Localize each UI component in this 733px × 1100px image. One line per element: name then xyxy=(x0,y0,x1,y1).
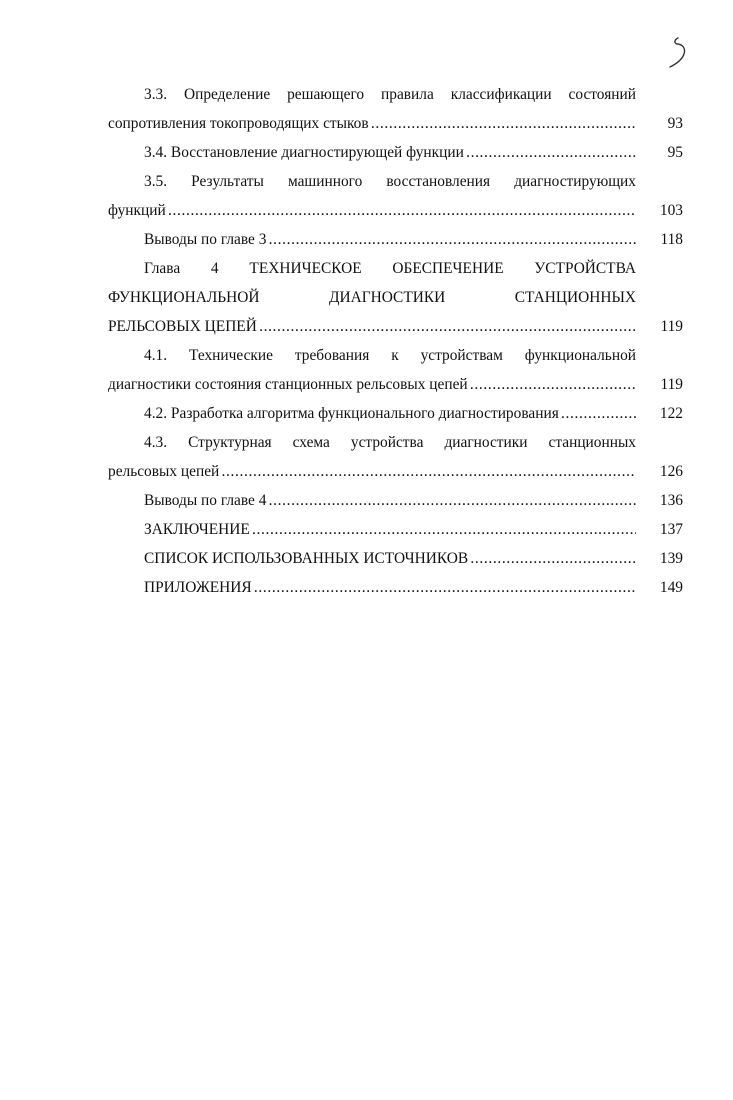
toc-chapter-4-cont xyxy=(108,283,683,312)
toc-chapter-title: Глава 4 ТЕХНИЧЕСКОЕ ОБЕСПЕЧЕНИЕ УСТРОЙСТВА xyxy=(144,260,636,277)
toc-chapter-title: ФУНКЦИОНАЛЬНОЙ ДИАГНОСТИКИ СТАНЦИОННЫХ xyxy=(108,289,636,306)
toc-entry-3-5-cont xyxy=(108,196,683,225)
toc-entry-3-3 xyxy=(108,80,683,109)
table-of-contents xyxy=(108,80,683,602)
handwritten-page-number-5 xyxy=(668,34,692,74)
toc-entry-4-1 xyxy=(108,341,683,370)
toc-page-number: 119 xyxy=(660,318,683,335)
toc-page-number: 126 xyxy=(659,463,683,480)
toc-entry-conclusions-4 xyxy=(108,486,683,515)
toc-page-number: 93 xyxy=(667,115,683,132)
toc-entry-title: 4.1. Технические требования к устройствам функциональной xyxy=(144,347,636,364)
toc-entry-title: функций . . . xyxy=(108,196,636,225)
toc-entry-title: рельсовых цепей . . . xyxy=(108,457,636,486)
toc-entry-3-5 xyxy=(108,167,683,196)
toc-entry-title: Выводы по главе 4 . . . xyxy=(108,486,636,515)
toc-entry-4-1-cont xyxy=(108,370,683,399)
toc-entry-conclusions-3 xyxy=(108,225,683,254)
toc-chapter-4 xyxy=(108,254,683,283)
toc-entry-title: СПИСОК ИСПОЛЬЗОВАННЫХ ИСТОЧНИКОВ . . . xyxy=(108,544,636,573)
toc-page-number: 136 xyxy=(659,492,683,509)
toc-entry-4-3 xyxy=(108,428,683,457)
toc-entry-appendices xyxy=(108,573,683,602)
toc-entry-title: 3.4. Восстановление диагностирующей функции . . . xyxy=(108,138,636,167)
toc-page-number: 119 xyxy=(660,376,683,393)
toc-entry-title: 3.5. Результаты машинного восстановления диагностирующих xyxy=(144,173,636,190)
toc-entry-title: 3.3. Определение решающего правила классификации состояний xyxy=(144,86,636,103)
toc-page-number: 137 xyxy=(659,521,683,538)
toc-entry-title: сопротивления токопроводящих стыков . . . xyxy=(108,109,636,138)
toc-entry-title: ПРИЛОЖЕНИЯ . . . xyxy=(108,573,636,602)
toc-page-number: 122 xyxy=(659,405,683,422)
toc-page-number: 103 xyxy=(659,202,683,219)
toc-page-number: 139 xyxy=(659,550,683,567)
toc-chapter-4-cont2 xyxy=(108,312,683,341)
toc-entry-references xyxy=(108,544,683,573)
toc-page-number: 95 xyxy=(667,144,683,161)
toc-entry-title: 4.2. Разработка алгоритма функционального диагностирования . . . xyxy=(108,399,636,428)
toc-entry-4-3-cont xyxy=(108,457,683,486)
toc-entry-3-4 xyxy=(108,138,683,167)
toc-entry-title: ЗАКЛЮЧЕНИЕ . . . xyxy=(108,515,636,544)
toc-entry-3-3-cont xyxy=(108,109,683,138)
toc-entry-title: 4.3. Структурная схема устройства диагностики станционных xyxy=(144,434,636,451)
toc-entry-title: Выводы по главе 3 . . . xyxy=(108,225,636,254)
toc-entry-conclusion xyxy=(108,515,683,544)
toc-page-number: 118 xyxy=(660,231,683,248)
toc-page-number: 149 xyxy=(659,579,683,596)
toc-entry-title: диагностики состояния станционных рельсовых цепей . . . xyxy=(108,370,636,399)
toc-entry-4-2 xyxy=(108,399,683,428)
toc-chapter-title: РЕЛЬСОВЫХ ЦЕПЕЙ . . . xyxy=(108,312,636,341)
